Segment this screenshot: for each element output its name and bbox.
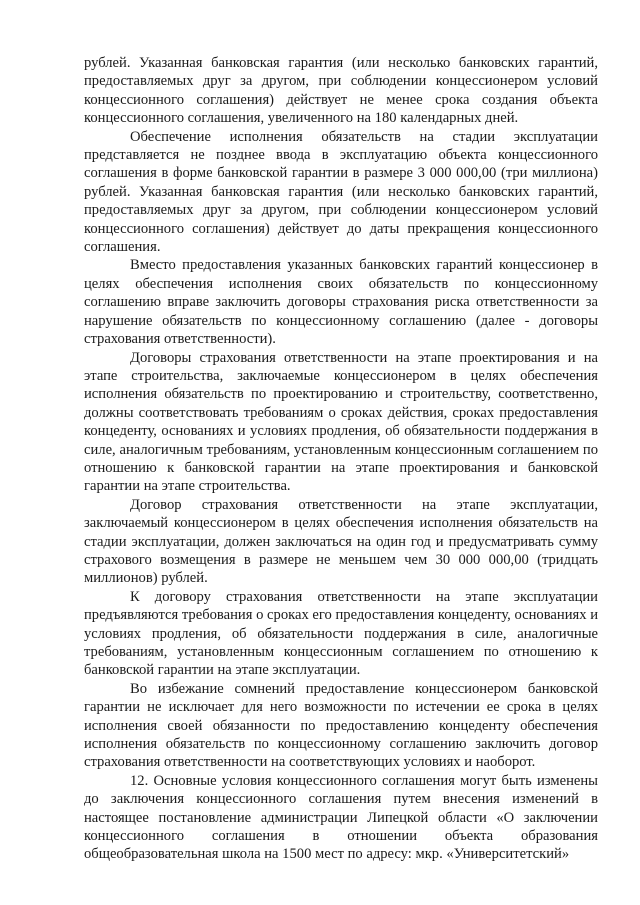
paragraph-5: Договор страхования ответственности на этапе эксплуатации, заключаемый концессионером в целях обеспечения исполнения обязательств на стадии эксплуатации, должен заключаться на один год и предусматривать сумму страхового возмещения в размере не меньшем чем 30 000 000,00 (тридцать миллионов) рублей. — [84, 496, 598, 587]
document-page — [84, 54, 598, 864]
paragraph-6: К договору страхования ответственности на этапе эксплуатации предъявляются требования о сроках его предоставления концеденту, основаниях и условиях продления, об обязательности поддержания в силе, аналогичные требованиям, установленным концессионным соглашением по отношению к банковской гарантии на этапе эксплуатации. — [84, 588, 598, 679]
paragraph-7: Во избежание сомнений предоставление концессионером банковской гарантии не исключает для него возможности по истечении ее срока в целях исполнения своей обязанности по предоставлению концеденту обеспечения исполнения обязательств по концессионному соглашению заключить договор страхования ответственности на соответствующих условиях и наоборот. — [84, 680, 598, 771]
paragraph-1: рублей. Указанная банковская гарантия (или несколько банковских гарантий, предоставляемых друг за другом, при соблюдении концессионером условий концессионного соглашения) действует не менее срока создания объекта концессионного соглашения, увеличенного на 180 календарных дней. — [84, 55, 598, 127]
paragraph-3: Вместо предоставления указанных банковских гарантий концессионер в целях обеспечения исполнения своих обязательств по концессионному соглашению вправе заключить договоры страхования риска ответственности за нарушение обязательств по концессионному соглашению (далее - договоры страхования ответственности). — [84, 257, 598, 348]
paragraph-4: Договоры страхования ответственности на этапе проектирования и на этапе строительства, заключаемые концессионером в целях обеспечения исполнения обязательств по проектированию и строительству, соответственно, должны соответствовать требованиям о сроках действия, сроках предоставления концеденту, основаниях и условиях продления, об обязательности поддержания в силе, аналогичным требованиям, установленным концессионным соглашением по отношению к банковской гарантии на этапе проектирования и банковской гарантии на этапе строительства. — [84, 349, 598, 495]
paragraph-2: Обеспечение исполнения обязательств на стадии эксплуатации представляется не позднее ввода в эксплуатацию объекта концессионного соглашения в форме банковской гарантии в размере 3 000 000,00 (три миллиона) рублей. Указанная банковская гарантия (или несколько банковских гарантий, предоставляемых друг за другом, при соблюдении концессионером условий концессионного соглашения) действует до даты прекращения концессионного соглашения. — [84, 128, 598, 256]
paragraph-8: 12. Основные условия концессионного соглашения могут быть изменены до заключения концессионного соглашения путем внесения изменений в настоящее постановление администрации Липецкой области «О заключении концессионного соглашения в отношении объекта образования общеобразовательная школа на 1500 мест по адресу: мкр. «Университетский» — [84, 772, 598, 863]
